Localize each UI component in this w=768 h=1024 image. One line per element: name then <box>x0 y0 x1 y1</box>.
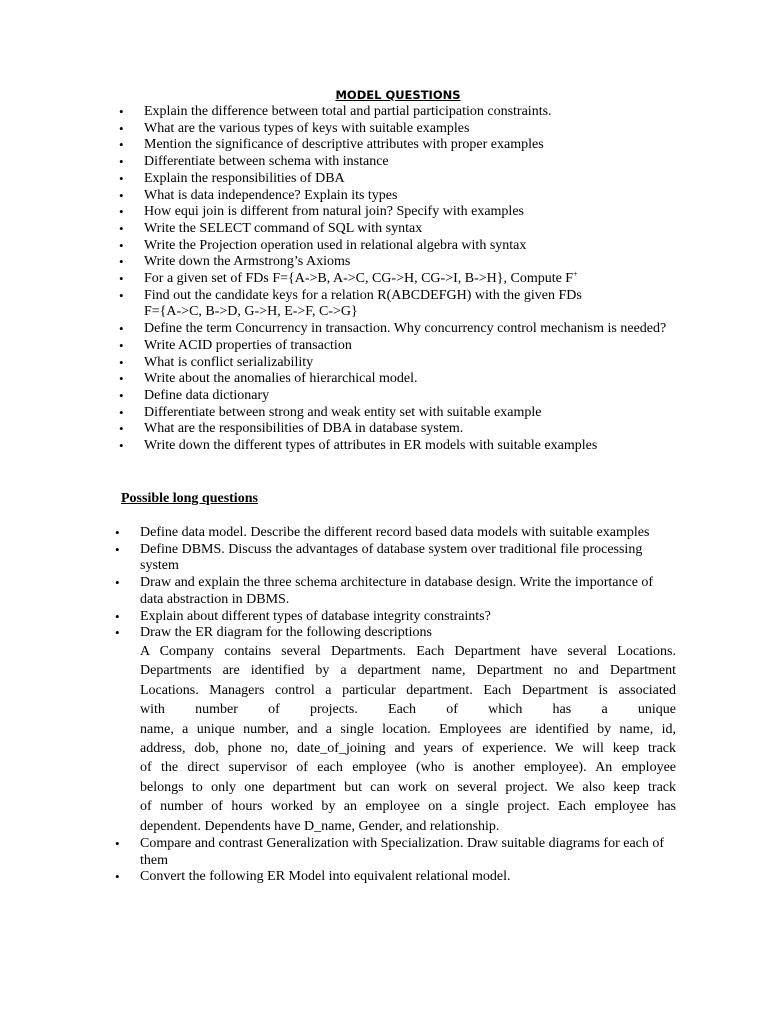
list-item: • Define the term Concurrency in transaction. Why concurrency control mechanism is needed? <box>0 321 700 338</box>
list-item: • Explain the responsibilities of DBA <box>0 171 700 188</box>
candidate-line-1: Find out the candidate keys for a relation R(ABCDEFGH) with the given FDs <box>144 287 582 303</box>
list-item: • Differentiate between strong and weak entity set with suitable example <box>0 405 700 422</box>
er-description <box>140 642 676 836</box>
page-title: MODEL QUESTIONS <box>335 88 461 102</box>
candidate-line-2: F={A->C, B->D, G->H, E->F, C->G} <box>144 304 358 320</box>
long-questions-list <box>0 525 676 886</box>
list-item: • Write the Projection operation used in relational algebra with syntax <box>0 238 700 255</box>
list-item-fd <box>0 271 700 288</box>
list-item: • Write down the different types of attributes in ER models with suitable examples <box>0 438 700 455</box>
list-item-candidate-keys <box>0 288 700 321</box>
er-line: of the direct supervisor of each employee (who is another employee). An employee <box>140 760 676 776</box>
er-line: dependent. Dependents have D_name, Gender, and relationship. <box>140 818 500 834</box>
list-item: • Write down the Armstrong’s Axioms <box>0 254 700 271</box>
er-line: address, dob, phone no, date_of_joining and years of experience. We will keep track <box>140 740 676 756</box>
er-line: Locations. Managers control a particular department. Each Department is associated <box>140 682 676 698</box>
list-item-er <box>0 625 676 836</box>
list-item: • What is conflict serializability <box>0 355 700 372</box>
list-item: • How equi join is different from natural join? Specify with examples <box>0 204 700 221</box>
fd-text: For a given set of FDs F={A->B, A->C, CG->H, CG->I, B->H}, Compute F <box>144 271 574 287</box>
list-item: • Explain about different types of database integrity constraints? <box>0 609 676 626</box>
list-item: • Convert the following ER Model into equivalent relational model. <box>0 869 676 886</box>
list-item: • Mention the significance of descriptive attributes with proper examples <box>0 137 700 154</box>
er-line: with number of projects. Each of which has a unique <box>140 702 676 718</box>
list-item: • Write the SELECT command of SQL with syntax <box>0 221 700 238</box>
list-item: • Define data dictionary <box>0 388 700 405</box>
list-item: • Write about the anomalies of hierarchical model. <box>0 371 700 388</box>
long-questions-heading: Possible long questions <box>121 491 258 506</box>
list-item: • What are the various types of keys with suitable examples <box>0 121 700 138</box>
list-item: • Explain the difference between total and partial participation constraints. <box>0 104 700 121</box>
er-line: Departments are identified by a department name, Department no and Department <box>140 663 676 679</box>
er-heading: • Draw the ER diagram for the following descriptions <box>140 625 432 641</box>
list-item: • Compare and contrast Generalization with Specialization. Draw suitable diagrams for each of them <box>0 836 676 869</box>
list-item: • What are the responsibilities of DBA in database system. <box>0 421 700 438</box>
fd-superscript: + <box>573 269 578 279</box>
er-line: A Company contains several Departments. Each Department have several Locations. <box>140 643 676 659</box>
list-item: • Define data model. Describe the different record based data models with suitable examples <box>0 525 676 542</box>
er-line: belongs to only one department but can work on several project. We also keep track <box>140 779 676 795</box>
list-item: • Draw and explain the three schema architecture in database design. Write the importance of data abstraction in DBMS. <box>0 575 676 608</box>
model-questions-list <box>0 104 700 455</box>
er-line: name, a unique number, and a single location. Employees are identified by name, id, <box>140 721 676 737</box>
list-item: • Define DBMS. Discuss the advantages of database system over traditional file processing system <box>0 542 676 575</box>
list-item: • What is data independence? Explain its types <box>0 188 700 205</box>
list-item: • Differentiate between schema with instance <box>0 154 700 171</box>
er-line: of number of hours worked by an employee on a single project. Each employee has <box>140 799 676 815</box>
list-item: • Write ACID properties of transaction <box>0 338 700 355</box>
